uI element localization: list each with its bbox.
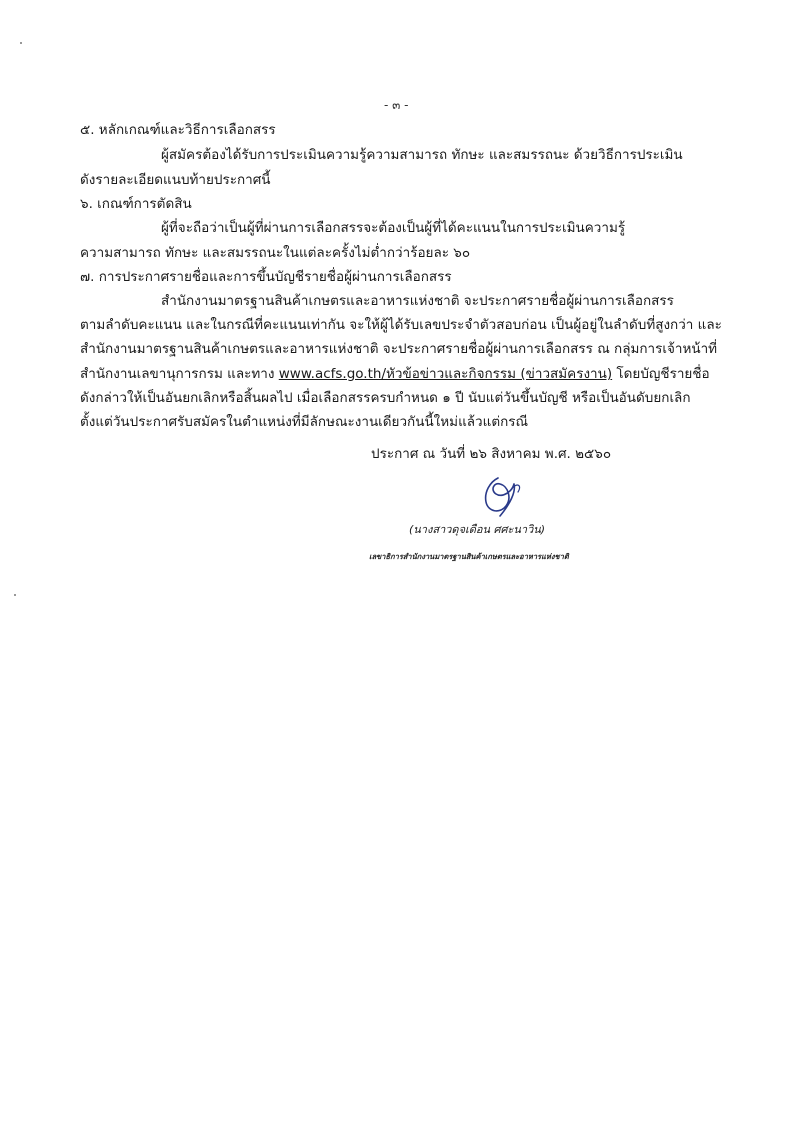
section-7-text-line-3: สำนักงานมาตรฐานสินค้าเกษตรและอาหารแห่งชาติ จะประกาศรายชื่อผู้ผ่านการเลือกสรร ณ กลุ่มการเจ้าหน้าที่ — [80, 341, 718, 357]
acfs-website-link[interactable]: www.acfs.go.th/หัวข้อข่าวและกิจกรรม (ข่าวสมัครงาน) — [278, 366, 613, 382]
section-7-heading: ๗. การประกาศรายชื่อและการขึ้นบัญชีรายชื่อผู้ผ่านการเลือกสรร — [80, 269, 452, 285]
section-5-text-line-1: ผู้สมัครต้องได้รับการประเมินความรู้ความสามารถ ทักษะ และสมรรถนะ ด้วยวิธีการประเมิน — [161, 147, 683, 163]
scan-speck — [20, 42, 22, 44]
scan-speck — [14, 594, 16, 596]
line-4-suffix: โดยบัญชีรายชื่อ — [612, 366, 710, 382]
section-7-text-line-4 — [80, 365, 710, 383]
section-7-text-line-6: ตั้งแต่วันประกาศรับสมัครในตำแหน่งที่มีลักษณะงานเดียวกันนี้ใหม่แล้วแต่กรณี — [80, 414, 529, 430]
signatory-position: เลขาธิการสำนักงานมาตรฐานสินค้าเกษตรและอาหารแห่งชาติ — [369, 552, 569, 561]
handwritten-signature — [460, 462, 540, 522]
section-7-text-line-1: สำนักงานมาตรฐานสินค้าเกษตรและอาหารแห่งชาติ จะประกาศรายชื่อผู้ผ่านการเลือกสรร — [161, 293, 674, 309]
section-5-heading: ๕. หลักเกณฑ์และวิธีการเลือกสรร — [80, 122, 276, 138]
section-6-text-line-1: ผู้ที่จะถือว่าเป็นผู้ที่ผ่านการเลือกสรรจะต้องเป็นผู้ที่ได้คะแนนในการประเมินความรู้ — [161, 220, 626, 236]
section-7-text-line-5: ดังกล่าวให้เป็นอันยกเลิกหรือสิ้นผลไป เมื่อเลือกสรรครบกำหนด ๑ ปี นับแต่วันขึ้นบัญชี หรือเป็นอันดับยกเลิก — [80, 390, 691, 406]
section-6-heading: ๖. เกณฑ์การตัดสิน — [80, 196, 192, 212]
signatory-name: (นางสาวดุจเดือน ศศะนาวิน) — [409, 523, 546, 536]
line-4-prefix: สำนักงานเลขานุการกรม และทาง — [80, 366, 279, 382]
section-5-text-line-2: ดังรายละเอียดแนบท้ายประกาศนี้ — [80, 172, 271, 188]
announcement-date: ประกาศ ณ วันที่ ๒๖ สิงหาคม พ.ศ. ๒๕๖๐ — [371, 446, 612, 462]
section-6-text-line-2: ความสามารถ ทักษะ และสมรรถนะในแต่ละครั้งไม่ต่ำกว่าร้อยละ ๖๐ — [80, 245, 471, 261]
section-7-text-line-2: ตามลำดับคะแนน และในกรณีที่คะแนนเท่ากัน จะให้ผู้ได้รับเลขประจำตัวสอบก่อน เป็นผู้อยู่ในลำดับที่สูงกว่า และ — [80, 317, 722, 333]
page-number: - ๓ - — [384, 98, 409, 112]
